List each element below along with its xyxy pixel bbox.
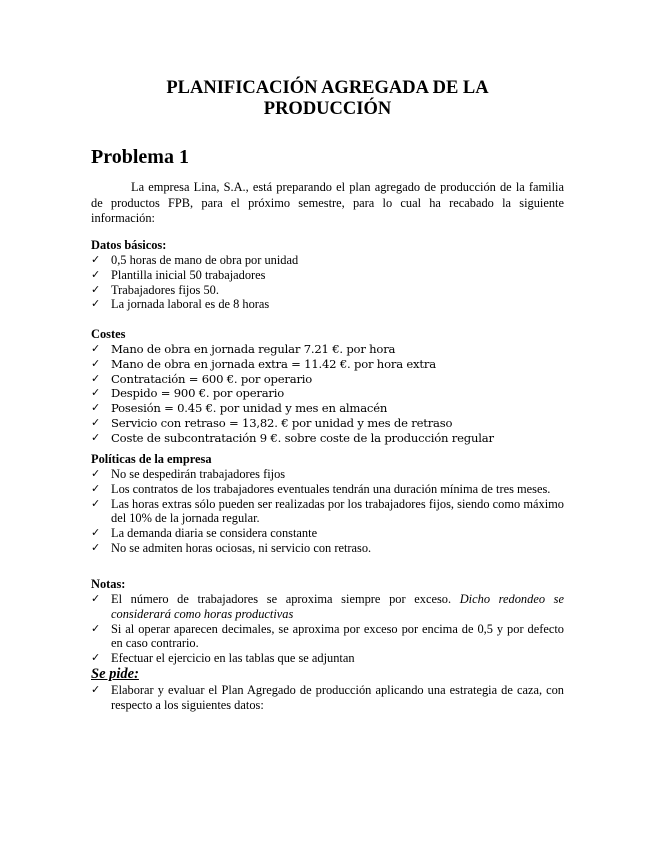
- list-item: ✓ Trabajadores fijos 50.: [91, 282, 219, 297]
- check-icon: ✓: [91, 356, 101, 370]
- check-icon: ✓: [91, 481, 101, 495]
- check-icon: ✓: [91, 342, 101, 355]
- check-icon: ✓: [91, 683, 101, 696]
- check-icon: ✓: [91, 651, 101, 665]
- datos-heading: Datos básicos:: [91, 238, 167, 252]
- list-item: ✓ Efectuar el ejercicio en las tablas que se adjuntan: [91, 651, 355, 666]
- check-icon: ✓: [91, 267, 101, 281]
- problem-heading: Problema 1: [91, 146, 189, 168]
- intro-paragraph: La empresa Lina, S.A., está preparando el plan agregado de producción de la familia de productos FPB, para el próximo semestre, para lo cual ha recabado la siguiente información:: [91, 180, 564, 225]
- sepide-list: [91, 683, 564, 713]
- politicas-heading: Políticas de la empresa: [91, 452, 212, 466]
- check-icon: ✓: [91, 592, 101, 605]
- list-item: ✓ El número de trabajadores se aproxima siempre por exceso. Dicho redondeo se considerará como horas productivas: [91, 592, 564, 621]
- list-item: ✓ La jornada laboral es de 8 horas: [91, 297, 270, 312]
- check-icon: ✓: [91, 621, 101, 635]
- list-item: ✓ Si al operar aparecen decimales, se aproxima por exceso por encima de 0,5 y por defecto en caso contrario.: [91, 621, 564, 651]
- list-item: ✓ Posesión = 0.45 €. por unidad y mes en almacén: [91, 401, 388, 416]
- list-item: ✓ Las horas extras sólo pueden ser realizadas por los trabajadores fijos, siendo como máximo del 10% de la jornada regular.: [91, 496, 564, 526]
- document-title: [91, 78, 564, 120]
- list-item: ✓ Despido = 900 €. por operario: [91, 386, 285, 401]
- list-item: ✓ Mano de obra en jornada extra = 11.42 €. por hora extra: [91, 356, 436, 371]
- list-item: ✓ La demanda diaria se considera constante: [91, 526, 318, 541]
- title-line-1: PLANIFICACIÓN AGREGADA DE LA: [166, 78, 489, 98]
- list-item: ✓ Contratación = 600 €. por operario: [91, 371, 313, 386]
- check-icon: ✓: [91, 467, 101, 480]
- notas-list: [91, 592, 564, 666]
- list-item: ✓ No se despedirán trabajadores fijos: [91, 467, 286, 481]
- list-item: ✓ 0,5 horas de mano de obra por unidad: [91, 253, 299, 267]
- costes-heading: Costes: [91, 327, 126, 341]
- check-icon: ✓: [91, 430, 101, 444]
- notas-heading: Notas:: [91, 577, 126, 591]
- list-item: ✓ Coste de subcontratación 9 €. sobre coste de la producción regular: [91, 430, 494, 445]
- list-item: ✓ Los contratos de los trabajadores eventuales tendrán una duración mínima de tres meses.: [91, 481, 551, 496]
- check-icon: ✓: [91, 540, 101, 554]
- check-icon: ✓: [91, 297, 101, 311]
- check-icon: ✓: [91, 253, 101, 266]
- list-item: ✓ Plantilla inicial 50 trabajadores: [91, 267, 266, 282]
- politicas-list: [91, 467, 564, 556]
- check-icon: ✓: [91, 496, 101, 510]
- check-icon: ✓: [91, 371, 101, 385]
- list-item: ✓ No se admiten horas ociosas, ni servicio con retraso.: [91, 540, 372, 555]
- check-icon: ✓: [91, 415, 101, 429]
- datos-list: [91, 253, 564, 312]
- check-icon: ✓: [91, 386, 101, 400]
- list-item: ✓ Mano de obra en jornada regular 7.21 €. por hora: [91, 342, 396, 356]
- list-item: ✓ Servicio con retraso = 13,82. € por unidad y mes de retraso: [91, 415, 453, 430]
- check-icon: ✓: [91, 526, 101, 540]
- list-item: ✓ Elaborar y evaluar el Plan Agregado de producción aplicando una estrategia de caza, con respecto a los siguientes datos:: [91, 683, 564, 712]
- check-icon: ✓: [91, 401, 101, 415]
- sepide-heading: Se pide:: [91, 666, 139, 682]
- check-icon: ✓: [91, 282, 101, 296]
- title-line-2: PRODUCCIÓN: [263, 99, 392, 119]
- costes-list: [91, 342, 564, 446]
